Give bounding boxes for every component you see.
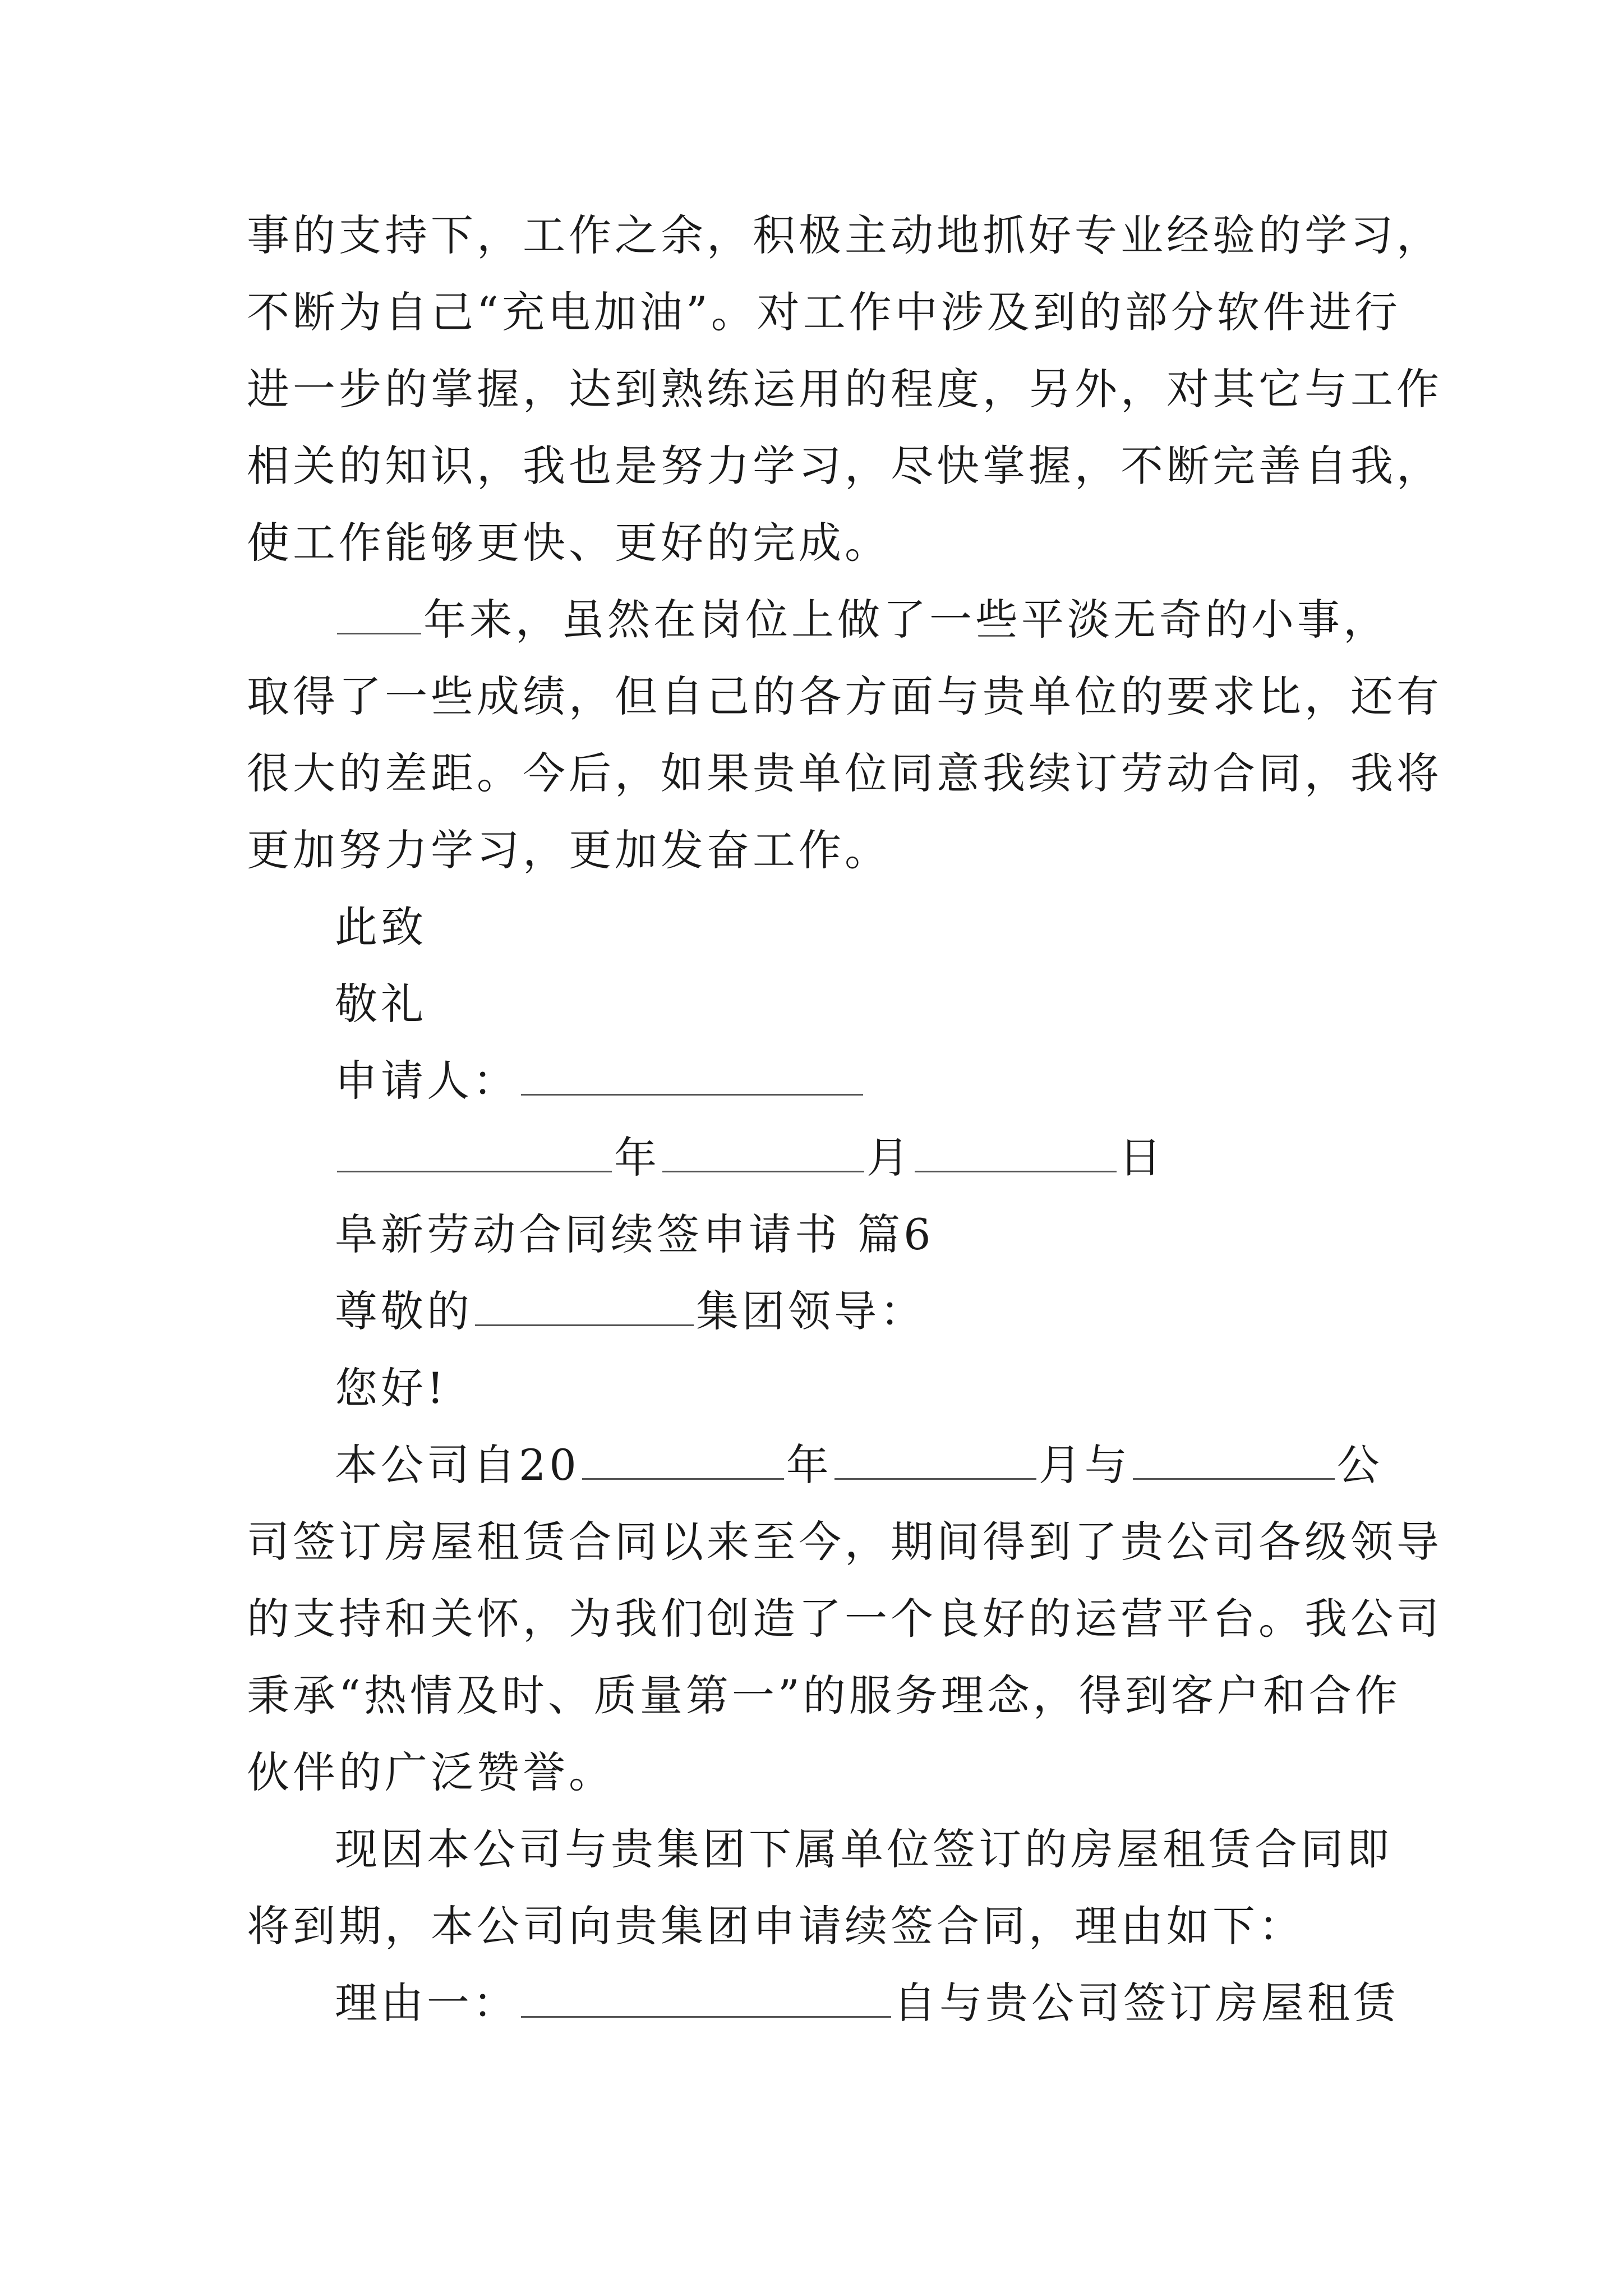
paragraph-text: 本公司自20 (335, 1440, 580, 1490)
applicant-blank (521, 1060, 863, 1096)
year-blank (582, 1444, 784, 1480)
text-line: 现因本公司与贵集团下属单位签订的房屋租赁合同即 (335, 1824, 1393, 1874)
text-line: 更加努力学习，更加发奋工作。 (247, 825, 891, 875)
paragraph-text: 公 (1336, 1440, 1383, 1490)
day-blank (915, 1137, 1117, 1172)
paragraph-text: 月与 (1038, 1440, 1131, 1490)
text-line: 取得了一些成绩，但自己的各方面与贵单位的要求比，还有 (247, 671, 1442, 721)
text-line: 秉承“热情及时、质量第一”的服务理念，得到客户和合作 (247, 1671, 1401, 1720)
greeting-line (335, 1281, 926, 1342)
company-blank (1133, 1444, 1335, 1480)
text-line: 相关的知识，我也是努力学习，尽快掌握，不断完善自我， (247, 441, 1442, 491)
text-line: 使工作能够更快、更好的完成。 (247, 518, 891, 568)
text-line: 的支持和关怀，为我们创造了一个良好的运营平台。我公司 (247, 1594, 1442, 1644)
hello-line: 您好! (335, 1363, 448, 1413)
text-line: 伙伴的广泛赞誉。 (247, 1747, 615, 1797)
year-blank (337, 1137, 612, 1172)
text-line (335, 1972, 1399, 2034)
text-line: 将到期，本公司向贵集团申请续签合同，理由如下： (247, 1901, 1304, 1951)
greeting-suffix: 集团领导： (696, 1286, 926, 1336)
regards: 敬礼 (335, 979, 427, 1029)
month-blank (662, 1137, 864, 1172)
group-name-blank (475, 1291, 694, 1326)
month-char: 月 (866, 1133, 912, 1182)
year-blank (337, 599, 421, 634)
date-line (335, 1127, 1165, 1189)
year-char: 年 (614, 1133, 660, 1182)
reason-label: 理由一： (335, 1978, 519, 2028)
text-line (335, 1434, 1383, 1496)
section-heading: 阜新劳动合同续签申请书 篇6 (335, 1209, 934, 1259)
paragraph-text: 年来，虽然在岗位上做了一些平淡无奇的小事， (423, 595, 1389, 645)
day-char: 日 (1119, 1133, 1165, 1182)
text-line: 进一步的掌握，达到熟练运用的程度，另外，对其它与工作 (247, 364, 1442, 414)
salutation: 此致 (335, 902, 427, 952)
text-line: 事的支持下，工作之余，积极主动地抓好专业经验的学习， (247, 210, 1442, 260)
month-blank (834, 1444, 1036, 1480)
paragraph-text: 自与贵公司签订房屋租赁 (893, 1978, 1399, 2028)
applicant-line (335, 1050, 865, 1112)
greeting-prefix: 尊敬的 (335, 1286, 473, 1336)
reason-blank (521, 1982, 891, 2018)
text-line: 不断为自己“充电加油”。对工作中涉及到的部分软件进行 (247, 287, 1401, 337)
applicant-label: 申请人： (335, 1056, 519, 1106)
text-line: 司签订房屋租赁合同以来至今，期间得到了贵公司各级领导 (247, 1517, 1442, 1567)
text-line (335, 589, 1389, 651)
paragraph-text: 年 (786, 1440, 832, 1490)
text-line: 很大的差距。今后，如果贵单位同意我续订劳动合同，我将 (247, 748, 1442, 798)
